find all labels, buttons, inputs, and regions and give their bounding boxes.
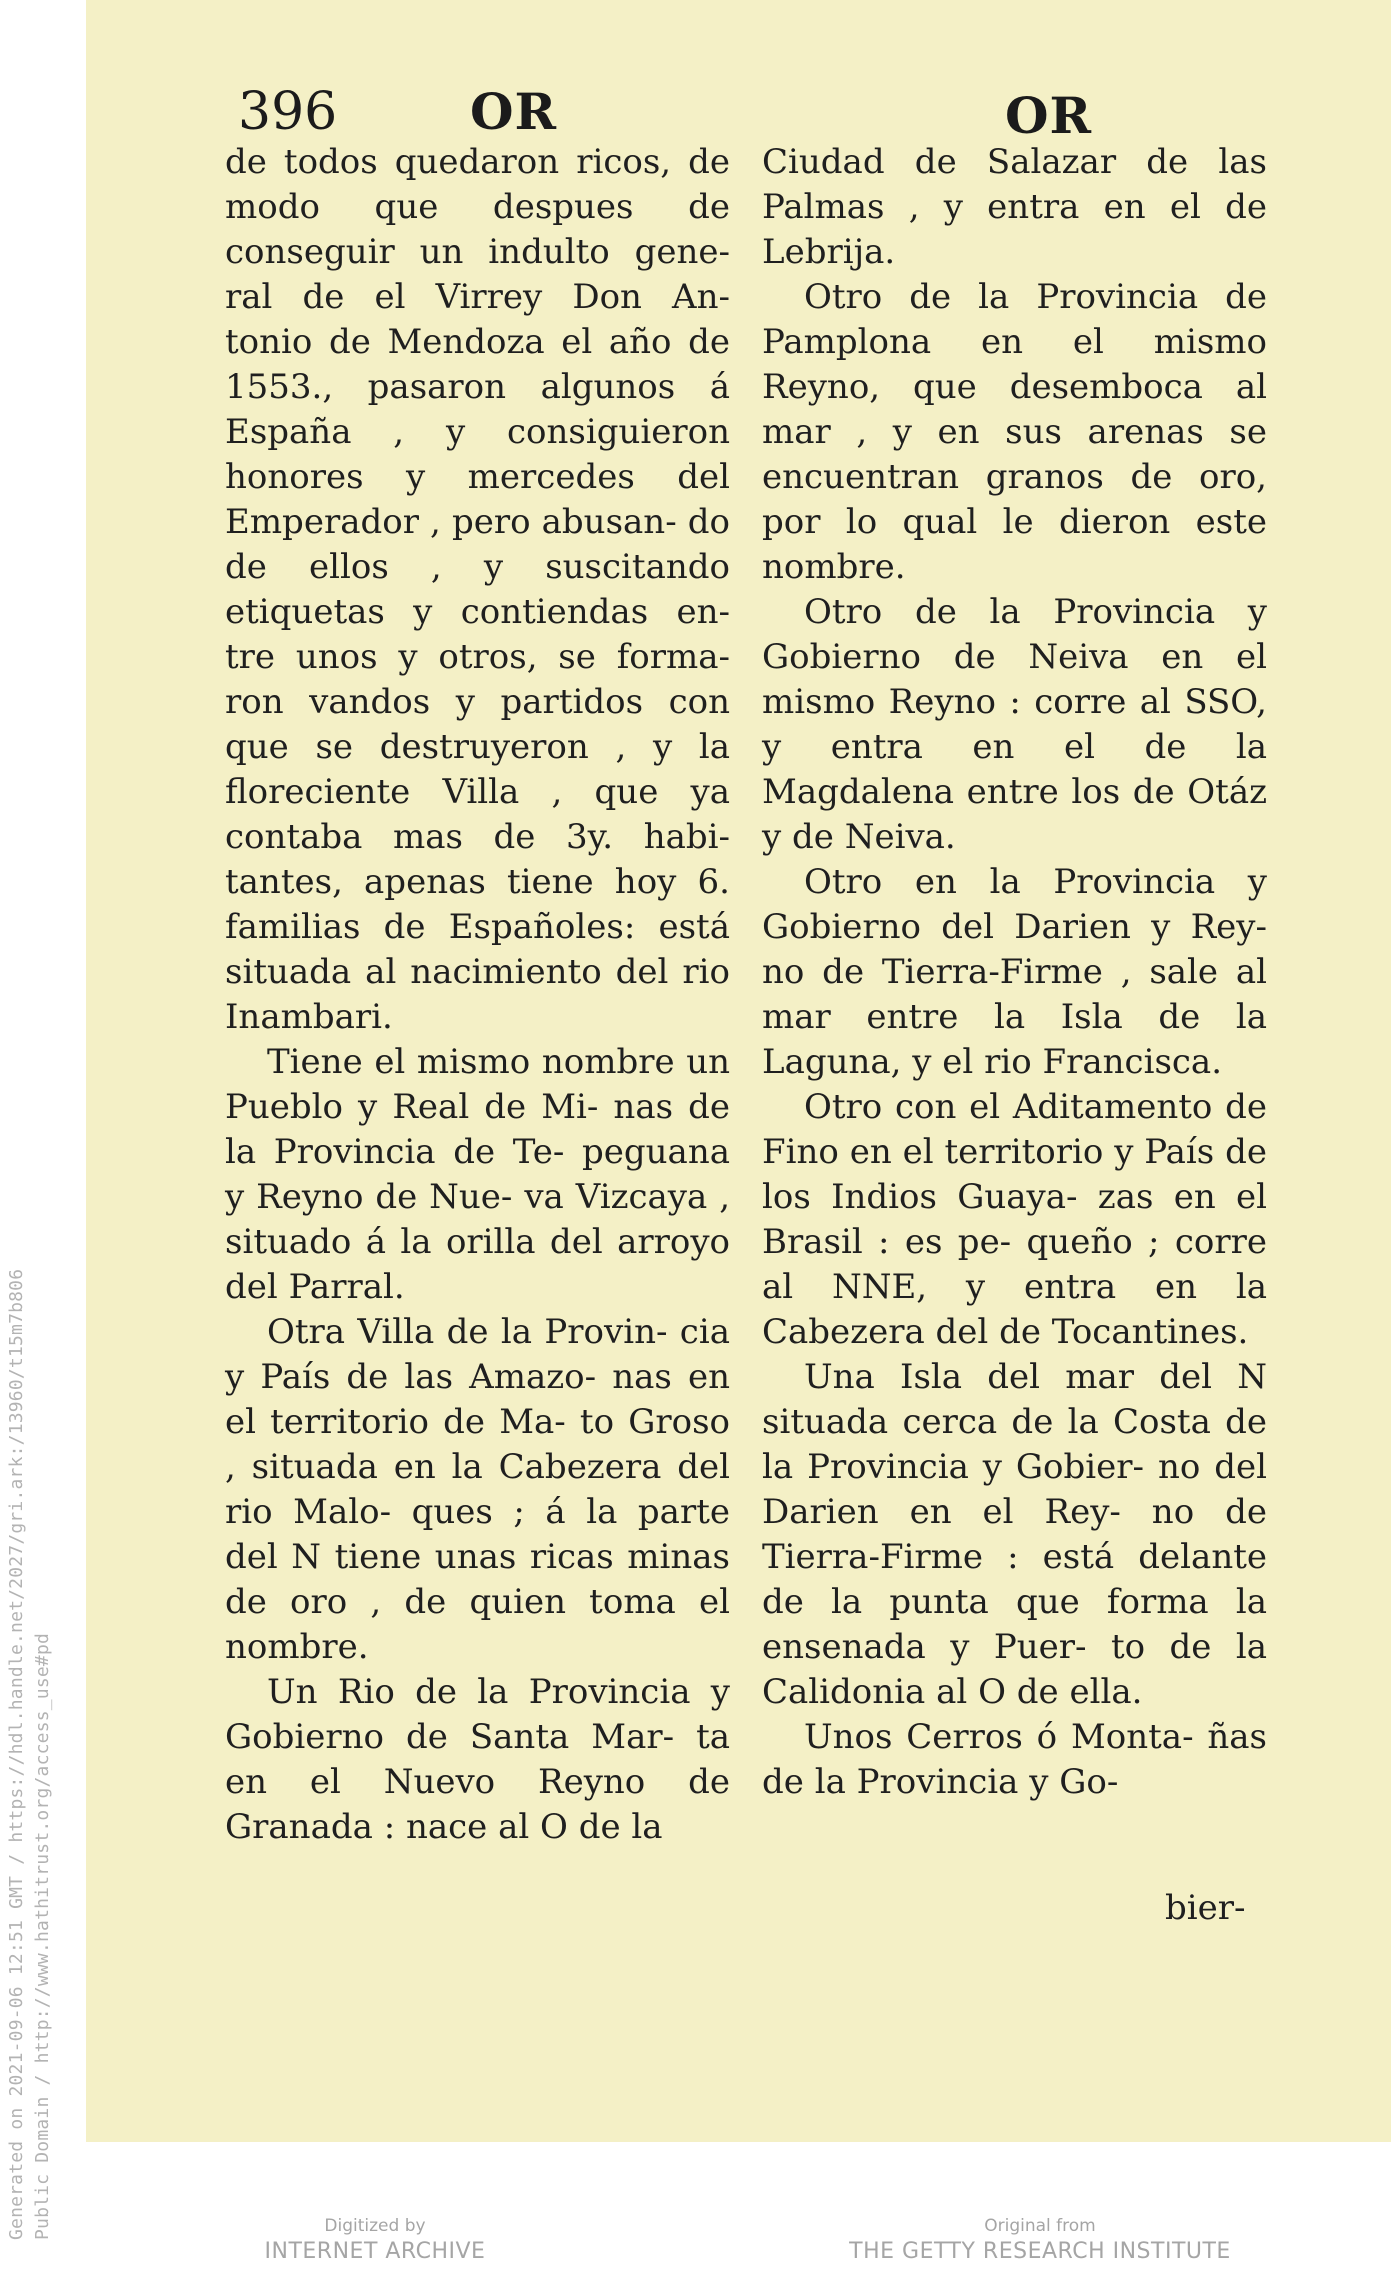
paragraph: Otro con el Aditamento de Fino en el territorio y País de los Indios Guaya- zas en el Brasil : es pe- queño ; corre al NNE, y entra en la Cabezera del de Tocantines.: [762, 1087, 1267, 1352]
digitized-by-label: Digitized by: [324, 2216, 426, 2236]
internet-archive-label: INTERNET ARCHIVE: [264, 2239, 486, 2264]
paragraph: Unos Cerros ó Monta- ñas de la Provincia y Go-: [762, 1717, 1267, 1802]
paragraph: Otro de la Provincia de Pamplona en el mismo Reyno, que desemboca al mar , y en sus arenas se encuentran granos de oro, por lo qual le dieron este nombre.: [762, 277, 1267, 587]
paragraph: Ciudad de Salazar de las Palmas , y entra en el de Lebrija.: [762, 142, 1267, 272]
running-head-right: OR: [1005, 86, 1093, 145]
paragraph: Tiene el mismo nombre un Pueblo y Real de Mi- nas de la Provincia de Te- peguana y Reyno de Nue- va Vizcaya , situado á la orilla del arroyo del Parral.: [225, 1042, 730, 1307]
getty-label: THE GETTY RESEARCH INSTITUTE: [849, 2239, 1231, 2264]
page-number: 396: [238, 82, 338, 142]
original-from-label: Original from: [984, 2216, 1096, 2236]
original-from-credit: [840, 2215, 1240, 2267]
left-column: [225, 140, 730, 1850]
paragraph: Otra Villa de la Provin- cia y País de las Amazo- nas en el territorio de Ma- to Groso , situada en la Cabezera del rio Malo- ques ; á la parte del N tiene unas ricas minas de oro , de quien toma el nombre.: [225, 1312, 730, 1667]
generation-info: Generated on 2021-09-06 12:51 GMT / https://hdl.handle.net/2027/gri.ark:/13960/t15m7b806: [6, 1268, 27, 2240]
paragraph: de todos quedaron ricos, de modo que despues de conseguir un indulto gene- ral de el Virrey Don An- tonio de Mendoza el año de 1553., pasaron algunos á España , y consiguieron honores y mercedes del Emperador , pero abusan- do de ellos , y suscitando etiquetas y contiendas en- tre unos y otros, se forma- ron vandos y partidos con que se destruyeron , y la floreciente Villa , que ya contaba mas de 3y. habi- tantes, apenas tiene hoy 6. familias de Españoles: está situada al nacimiento del rio Inambari.: [225, 142, 730, 1037]
paragraph: Otro de la Provincia y Gobierno de Neiva en el mismo Reyno : corre al SSO, y entra en el de la Magdalena entre los de Otáz y de Neiva.: [762, 592, 1267, 857]
paragraph: Un Rio de la Provincia y Gobierno de Santa Mar- ta en el Nuevo Reyno de Granada : nace al O de la: [225, 1672, 730, 1847]
paragraph: Otro en la Provincia y Gobierno del Darien y Rey- no de Tierra-Firme , sale al mar entre la Isla de la Laguna, y el rio Francisca.: [762, 862, 1267, 1082]
digitized-by-credit: [225, 2215, 525, 2267]
hathitrust-sidebar: [0, 1130, 80, 2240]
right-column: [762, 140, 1267, 1805]
rights-info: Public Domain / http://www.hathitrust.org/access_use#pd: [32, 1632, 53, 2240]
paragraph: Una Isla del mar del N situada cerca de la Costa de la Provincia y Gobier- no del Darien en el Rey- no de Tierra-Firme : está delante de la punta que forma la ensenada y Puer- to de la Calidonia al O de ella.: [762, 1357, 1267, 1712]
catchword: bier-: [1165, 1888, 1246, 1928]
running-head-left: OR: [470, 82, 558, 141]
